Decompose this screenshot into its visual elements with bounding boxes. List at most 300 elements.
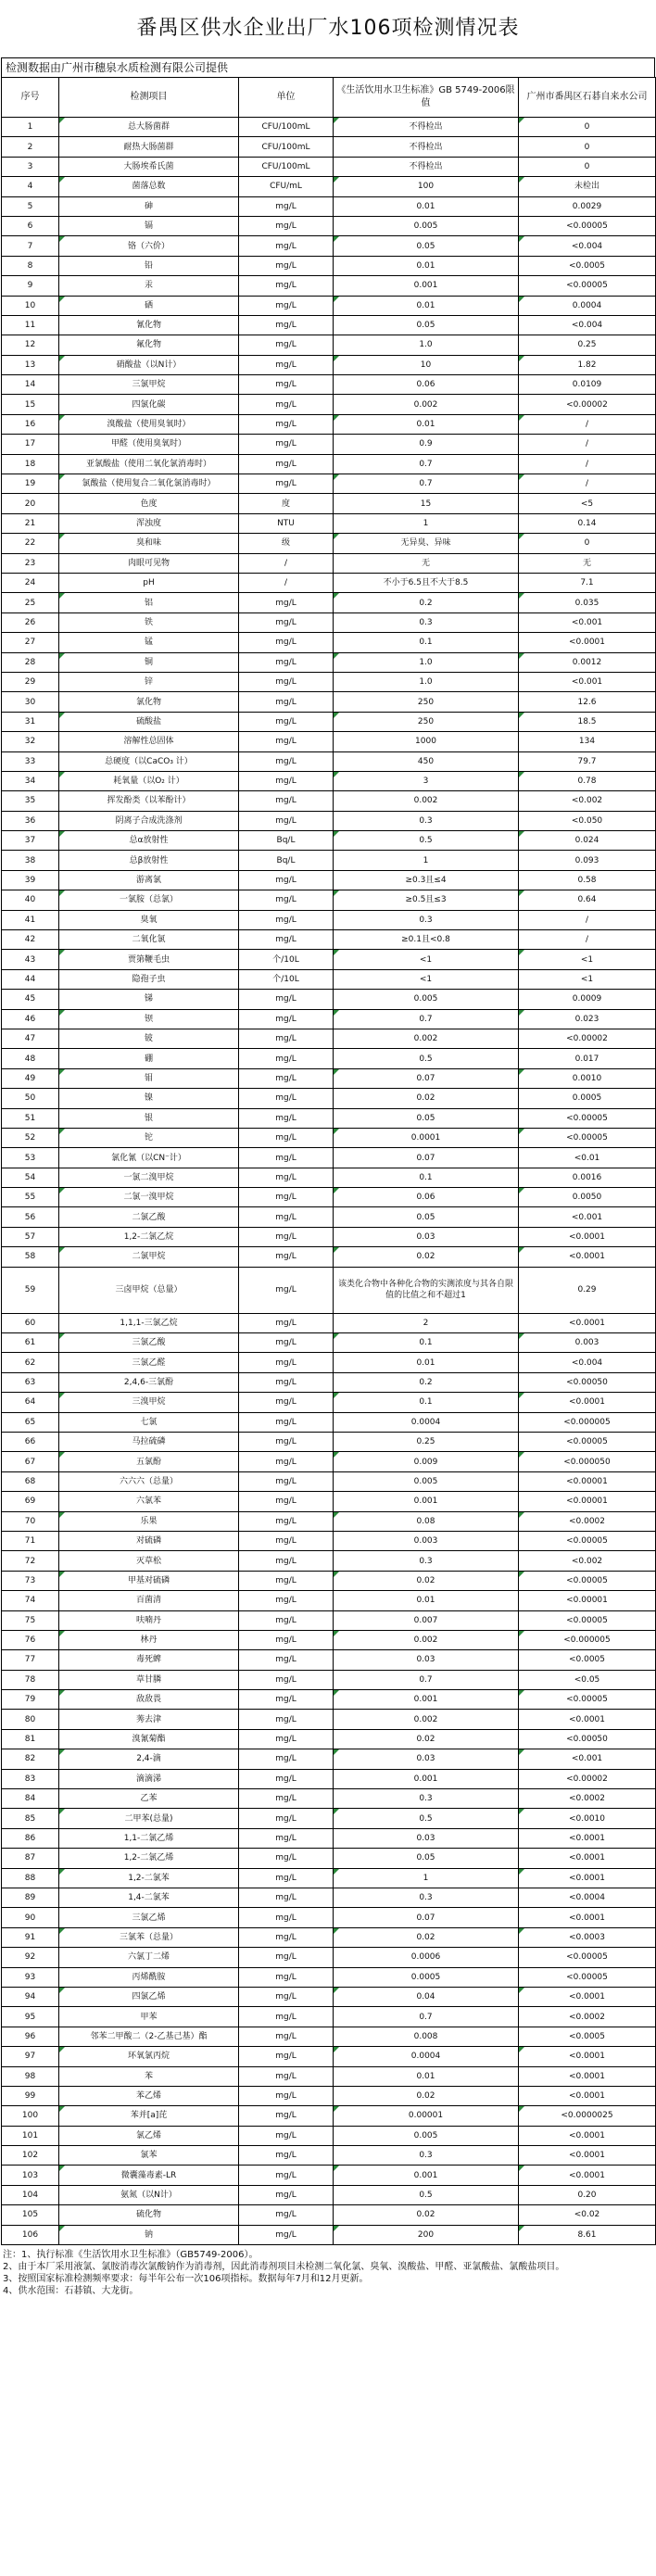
- cell-limit: 10: [334, 355, 519, 374]
- cell-index: 89: [2, 1888, 59, 1907]
- cell-item: 灭草松: [59, 1551, 239, 1571]
- cell-result: <0.00005: [519, 1571, 656, 1590]
- cell-item: 砷: [59, 196, 239, 216]
- table-row: [2, 216, 656, 235]
- table-row: [2, 256, 656, 275]
- cell-unit: mg/L: [239, 1908, 334, 1927]
- cell-unit: mg/L: [239, 1313, 334, 1332]
- cell-unit: mg/L: [239, 771, 334, 790]
- cell-index: 31: [2, 712, 59, 731]
- cell-index: 88: [2, 1868, 59, 1888]
- cell-item: 三溴甲烷: [59, 1393, 239, 1412]
- cell-result: 0.024: [519, 831, 656, 851]
- cell-unit: CFU/mL: [239, 177, 334, 196]
- cell-item: 镍: [59, 1089, 239, 1108]
- cell-limit: 0.001: [334, 276, 519, 296]
- cell-item: 四氯乙烯: [59, 1987, 239, 2006]
- table-row: [2, 1247, 656, 1267]
- cell-limit: 0.03: [334, 1828, 519, 1848]
- cell-unit: mg/L: [239, 2146, 334, 2166]
- cell-index: 74: [2, 1591, 59, 1610]
- cell-result: <0.0010: [519, 1809, 656, 1828]
- cell-unit: mg/L: [239, 1967, 334, 1987]
- cell-index: 62: [2, 1353, 59, 1372]
- cell-unit: mg/L: [239, 612, 334, 632]
- cell-limit: 0.01: [334, 256, 519, 275]
- table-row: [2, 950, 656, 969]
- cell-unit: mg/L: [239, 2166, 334, 2185]
- cell-result: 0.58: [519, 870, 656, 890]
- cell-result: 18.5: [519, 712, 656, 731]
- cell-unit: /: [239, 553, 334, 573]
- cell-unit: mg/L: [239, 1009, 334, 1029]
- cell-index: 50: [2, 1089, 59, 1108]
- cell-index: 106: [2, 2225, 59, 2244]
- table-row: [2, 751, 656, 771]
- cell-limit: 1: [334, 1868, 519, 1888]
- cell-index: 5: [2, 196, 59, 216]
- table-row: [2, 1128, 656, 1147]
- cell-limit: 0.005: [334, 216, 519, 235]
- cell-unit: mg/L: [239, 1789, 334, 1809]
- cell-limit: 250: [334, 692, 519, 712]
- table-row: [2, 1710, 656, 1729]
- cell-unit: mg/L: [239, 2205, 334, 2225]
- cell-limit: 0.25: [334, 1433, 519, 1452]
- cell-item: 镉: [59, 216, 239, 235]
- cell-result: 0.0016: [519, 1168, 656, 1187]
- cell-index: 26: [2, 612, 59, 632]
- table-row: [2, 1188, 656, 1207]
- cell-index: 100: [2, 2106, 59, 2126]
- cell-index: 24: [2, 573, 59, 592]
- cell-item: 六氯苯: [59, 1492, 239, 1511]
- table-row: [2, 910, 656, 929]
- table-row: [2, 1789, 656, 1809]
- cell-limit: 0.001: [334, 1492, 519, 1511]
- cell-index: 85: [2, 1809, 59, 1828]
- table-row: [2, 1433, 656, 1452]
- cell-index: 58: [2, 1247, 59, 1267]
- cell-item: 敌敌畏: [59, 1690, 239, 1710]
- cell-unit: mg/L: [239, 196, 334, 216]
- cell-limit: 250: [334, 712, 519, 731]
- cell-item: 大肠埃希氏菌: [59, 157, 239, 176]
- table-row: [2, 435, 656, 454]
- cell-item: 贾第鞭毛虫: [59, 950, 239, 969]
- cell-item: 二氯乙酸: [59, 1207, 239, 1227]
- cell-index: 71: [2, 1531, 59, 1550]
- cell-limit: 0.7: [334, 1009, 519, 1029]
- table-row: [2, 811, 656, 830]
- table-row: [2, 1089, 656, 1108]
- cell-unit: mg/L: [239, 1433, 334, 1452]
- cell-limit: 0.7: [334, 474, 519, 494]
- report-title: 番禺区供水企业出厂水106项检测情况表: [136, 17, 520, 40]
- cell-index: 7: [2, 236, 59, 256]
- cell-item: 二氯一溴甲烷: [59, 1188, 239, 1207]
- cell-result: 0.093: [519, 851, 656, 870]
- cell-limit: 0.1: [334, 1168, 519, 1187]
- table-row: [2, 732, 656, 751]
- cell-result: <0.00050: [519, 1372, 656, 1392]
- table-row: [2, 1108, 656, 1128]
- table-row: [2, 1908, 656, 1927]
- cell-limit: 1: [334, 513, 519, 533]
- cell-limit: 0.002: [334, 1029, 519, 1048]
- cell-item: 总大肠菌群: [59, 118, 239, 137]
- cell-limit: 0.001: [334, 2166, 519, 2185]
- table-row: [2, 990, 656, 1009]
- cell-index: 90: [2, 1908, 59, 1927]
- cell-result: 134: [519, 732, 656, 751]
- cell-unit: mg/L: [239, 672, 334, 691]
- cell-index: 17: [2, 435, 59, 454]
- cell-result: <0.004: [519, 236, 656, 256]
- cell-unit: mg/L: [239, 1888, 334, 1907]
- cell-unit: mg/L: [239, 652, 334, 672]
- cell-limit: 0.02: [334, 1729, 519, 1749]
- cell-limit: 不得检出: [334, 118, 519, 137]
- cell-index: 75: [2, 1610, 59, 1630]
- cell-result: /: [519, 474, 656, 494]
- cell-index: 61: [2, 1333, 59, 1353]
- cell-item: 总β放射性: [59, 851, 239, 870]
- cell-result: <0.05: [519, 1670, 656, 1689]
- cell-index: 77: [2, 1650, 59, 1670]
- cell-unit: mg/L: [239, 692, 334, 712]
- cell-unit: mg/L: [239, 1393, 334, 1412]
- table-row: [2, 1670, 656, 1689]
- cell-index: 79: [2, 1690, 59, 1710]
- cell-unit: mg/L: [239, 2007, 334, 2027]
- cell-unit: mg/L: [239, 216, 334, 235]
- cell-result: 0.0009: [519, 990, 656, 1009]
- cell-limit: 0.0004: [334, 2047, 519, 2066]
- cell-item: 氯酸盐（使用复合二氧化氯消毒时）: [59, 474, 239, 494]
- cell-unit: mg/L: [239, 1809, 334, 1828]
- table-row: [2, 890, 656, 910]
- cell-item: 三氯甲烷: [59, 375, 239, 395]
- cell-unit: mg/L: [239, 870, 334, 890]
- cell-limit: 0.03: [334, 1749, 519, 1769]
- cell-unit: mg/L: [239, 1987, 334, 2006]
- cell-index: 76: [2, 1630, 59, 1649]
- cell-index: 103: [2, 2166, 59, 2185]
- cell-item: 微囊藻毒素-LR: [59, 2166, 239, 2185]
- cell-unit: mg/L: [239, 335, 334, 355]
- table-row: [2, 1868, 656, 1888]
- cell-index: 65: [2, 1412, 59, 1432]
- cell-index: 80: [2, 1710, 59, 1729]
- cell-unit: NTU: [239, 513, 334, 533]
- cell-index: 59: [2, 1267, 59, 1313]
- cell-index: 45: [2, 990, 59, 1009]
- table-row: [2, 633, 656, 652]
- cell-index: 43: [2, 950, 59, 969]
- water-quality-table: [1, 77, 656, 2245]
- table-row: [2, 1749, 656, 1769]
- cell-unit: mg/L: [239, 474, 334, 494]
- cell-result: <0.004: [519, 315, 656, 335]
- cell-limit: 0.01: [334, 1353, 519, 1372]
- cell-index: 69: [2, 1492, 59, 1511]
- cell-result: 0.035: [519, 593, 656, 612]
- table-row: [2, 1313, 656, 1332]
- table-row: [2, 1452, 656, 1471]
- cell-item: 乐果: [59, 1511, 239, 1531]
- cell-limit: 0.5: [334, 2185, 519, 2204]
- cell-index: 30: [2, 692, 59, 712]
- cell-index: 22: [2, 534, 59, 553]
- cell-result: 0.78: [519, 771, 656, 790]
- cell-result: <0.00002: [519, 1769, 656, 1788]
- cell-unit: mg/L: [239, 414, 334, 434]
- cell-unit: mg/L: [239, 1148, 334, 1168]
- cell-unit: mg/L: [239, 375, 334, 395]
- cell-result: <0.0001: [519, 2066, 656, 2086]
- cell-index: 28: [2, 652, 59, 672]
- cell-index: 96: [2, 2027, 59, 2046]
- cell-item: 硼: [59, 1049, 239, 1068]
- cell-limit: 0.3: [334, 910, 519, 929]
- cell-result: <0.00001: [519, 1471, 656, 1491]
- cell-item: 马拉硫磷: [59, 1433, 239, 1452]
- table-row: [2, 1471, 656, 1491]
- cell-limit: 200: [334, 2225, 519, 2244]
- cell-result: 1.82: [519, 355, 656, 374]
- cell-limit: 0.009: [334, 1452, 519, 1471]
- cell-item: 铅: [59, 256, 239, 275]
- cell-limit: 0.7: [334, 454, 519, 474]
- cell-result: <0.00001: [519, 1591, 656, 1610]
- cell-unit: mg/L: [239, 1531, 334, 1550]
- cell-item: 三氯乙酸: [59, 1333, 239, 1353]
- cell-limit: 不得检出: [334, 137, 519, 157]
- cell-result: <0.00005: [519, 1690, 656, 1710]
- cell-index: 52: [2, 1128, 59, 1147]
- cell-item: 氯化氰（以CN⁻计）: [59, 1148, 239, 1168]
- cell-index: 99: [2, 2086, 59, 2105]
- table-row: [2, 1353, 656, 1372]
- cell-limit: 0.0004: [334, 1412, 519, 1432]
- cell-result: <0.00005: [519, 216, 656, 235]
- cell-index: 73: [2, 1571, 59, 1590]
- cell-limit: 0.005: [334, 990, 519, 1009]
- cell-item: 耗氧量（以O₂ 计）: [59, 771, 239, 790]
- cell-result: 0.0005: [519, 1089, 656, 1108]
- table-row: [2, 771, 656, 790]
- cell-index: 41: [2, 910, 59, 929]
- cell-result: 0.0050: [519, 1188, 656, 1207]
- cell-item: 总α放射性: [59, 831, 239, 851]
- cell-index: 97: [2, 2047, 59, 2066]
- cell-index: 29: [2, 672, 59, 691]
- cell-unit: mg/L: [239, 2027, 334, 2046]
- cell-item: 三氯乙烯: [59, 1908, 239, 1927]
- cell-unit: mg/L: [239, 2047, 334, 2066]
- cell-item: 1,2-二氯乙烯: [59, 1849, 239, 1868]
- cell-item: 氟化物: [59, 335, 239, 355]
- cell-unit: mg/L: [239, 2106, 334, 2126]
- cell-result: /: [519, 454, 656, 474]
- table-row: [2, 236, 656, 256]
- cell-result: 7.1: [519, 573, 656, 592]
- cell-unit: mg/L: [239, 1333, 334, 1353]
- cell-limit: 0.02: [334, 2205, 519, 2225]
- cell-limit: 0.05: [334, 315, 519, 335]
- cell-limit: 0.08: [334, 1511, 519, 1531]
- cell-index: 4: [2, 177, 59, 196]
- cell-result: 0.017: [519, 1049, 656, 1068]
- cell-unit: mg/L: [239, 395, 334, 414]
- table-row: [2, 1531, 656, 1550]
- cell-item: 硫酸盐: [59, 712, 239, 731]
- cell-limit: 0.3: [334, 1551, 519, 1571]
- cell-item: 耐热大肠菌群: [59, 137, 239, 157]
- cell-item: 二氧化氯: [59, 930, 239, 950]
- cell-index: 39: [2, 870, 59, 890]
- cell-item: pH: [59, 573, 239, 592]
- table-row: [2, 1393, 656, 1412]
- cell-limit: 0.3: [334, 612, 519, 632]
- table-row: [2, 851, 656, 870]
- cell-result: <0.01: [519, 1148, 656, 1168]
- cell-index: 35: [2, 791, 59, 811]
- cell-limit: 0.1: [334, 633, 519, 652]
- cell-index: 2: [2, 137, 59, 157]
- cell-result: <0.004: [519, 1353, 656, 1372]
- cell-unit: CFU/100mL: [239, 157, 334, 176]
- cell-item: 一氯胺（总氯）: [59, 890, 239, 910]
- cell-item: 银: [59, 1108, 239, 1128]
- cell-item: 甲苯: [59, 2007, 239, 2027]
- cell-result: 无: [519, 553, 656, 573]
- cell-result: <0.0001: [519, 1247, 656, 1267]
- cell-index: 86: [2, 1828, 59, 1848]
- cell-item: 滴滴涕: [59, 1769, 239, 1788]
- cell-index: 93: [2, 1967, 59, 1987]
- cell-index: 37: [2, 831, 59, 851]
- table-row: [2, 1729, 656, 1749]
- cell-index: 42: [2, 930, 59, 950]
- cell-result: <0.0004: [519, 1888, 656, 1907]
- table-row: [2, 1927, 656, 1947]
- cell-result: <0.00002: [519, 395, 656, 414]
- table-row: [2, 2225, 656, 2244]
- cell-result: <0.0001: [519, 1393, 656, 1412]
- cell-result: <0.0001: [519, 1987, 656, 2006]
- cell-result: <1: [519, 969, 656, 989]
- cell-result: <0.0001: [519, 1710, 656, 1729]
- cell-result: <0.001: [519, 672, 656, 691]
- cell-item: 游离氯: [59, 870, 239, 890]
- cell-unit: mg/L: [239, 1749, 334, 1769]
- cell-result: 0.20: [519, 2185, 656, 2204]
- cell-unit: mg/L: [239, 633, 334, 652]
- cell-item: 铁: [59, 612, 239, 632]
- cell-result: <0.001: [519, 612, 656, 632]
- cell-limit: 0.03: [334, 1650, 519, 1670]
- note-2: 2、由于本厂采用液氯、氯胺消毒次氯酸钠作为消毒剂，因此消毒剂项目未检测二氧化氯、臭氧、溴酸盐、甲醛、亚氯酸盐、氯酸盐项目。: [3, 2262, 565, 2273]
- cell-item: 六六六（总量）: [59, 1471, 239, 1491]
- cell-unit: mg/L: [239, 751, 334, 771]
- cell-item: 臭和味: [59, 534, 239, 553]
- cell-limit: ≥0.5且≤3: [334, 890, 519, 910]
- cell-limit: 0.9: [334, 435, 519, 454]
- cell-item: 铍: [59, 1029, 239, 1048]
- cell-unit: mg/L: [239, 712, 334, 731]
- table-row: [2, 1987, 656, 2006]
- table-row: [2, 2166, 656, 2185]
- cell-result: <0.00005: [519, 1128, 656, 1147]
- cell-item: 苯: [59, 2066, 239, 2086]
- cell-limit: 450: [334, 751, 519, 771]
- cell-limit: 0.1: [334, 1333, 519, 1353]
- table-row: [2, 672, 656, 691]
- table-row: [2, 791, 656, 811]
- cell-limit: 0.3: [334, 2146, 519, 2166]
- cell-index: 84: [2, 1789, 59, 1809]
- cell-unit: mg/L: [239, 1227, 334, 1246]
- cell-result: <0.002: [519, 1551, 656, 1571]
- cell-result: <0.0001: [519, 633, 656, 652]
- table-row: [2, 2047, 656, 2066]
- cell-index: 91: [2, 1927, 59, 1947]
- cell-result: <0.00005: [519, 1948, 656, 1967]
- cell-limit: 0.5: [334, 831, 519, 851]
- cell-result: <0.00050: [519, 1729, 656, 1749]
- cell-limit: 3: [334, 771, 519, 790]
- cell-unit: 个/10L: [239, 969, 334, 989]
- table-row: [2, 1168, 656, 1187]
- cell-index: 83: [2, 1769, 59, 1788]
- cell-index: 15: [2, 395, 59, 414]
- cell-item: 铊: [59, 1128, 239, 1147]
- table-row: [2, 1888, 656, 1907]
- cell-index: 10: [2, 296, 59, 315]
- cell-index: 98: [2, 2066, 59, 2086]
- cell-result: <0.00005: [519, 1433, 656, 1452]
- cell-limit: 15: [334, 494, 519, 513]
- cell-result: <0.00005: [519, 1610, 656, 1630]
- cell-index: 23: [2, 553, 59, 573]
- cell-limit: 0.001: [334, 1690, 519, 1710]
- cell-index: 33: [2, 751, 59, 771]
- cell-limit: 0.008: [334, 2027, 519, 2046]
- table-row: [2, 355, 656, 374]
- table-row: [2, 1267, 656, 1313]
- cell-item: 一氯二溴甲烷: [59, 1168, 239, 1187]
- table-row: [2, 930, 656, 950]
- cell-limit: 0.01: [334, 414, 519, 434]
- cell-limit: 1: [334, 851, 519, 870]
- cell-unit: mg/L: [239, 1868, 334, 1888]
- table-row: [2, 1029, 656, 1048]
- cell-item: 硒: [59, 296, 239, 315]
- cell-item: 对硫磷: [59, 1531, 239, 1550]
- cell-result: <5: [519, 494, 656, 513]
- cell-result: <0.00002: [519, 1029, 656, 1048]
- cell-index: 9: [2, 276, 59, 296]
- table-row: [2, 1207, 656, 1227]
- cell-index: 27: [2, 633, 59, 652]
- cell-limit: 0.01: [334, 2066, 519, 2086]
- table-row: [2, 1849, 656, 1868]
- cell-limit: 0.02: [334, 1571, 519, 1590]
- table-row: [2, 1650, 656, 1670]
- cell-unit: mg/L: [239, 256, 334, 275]
